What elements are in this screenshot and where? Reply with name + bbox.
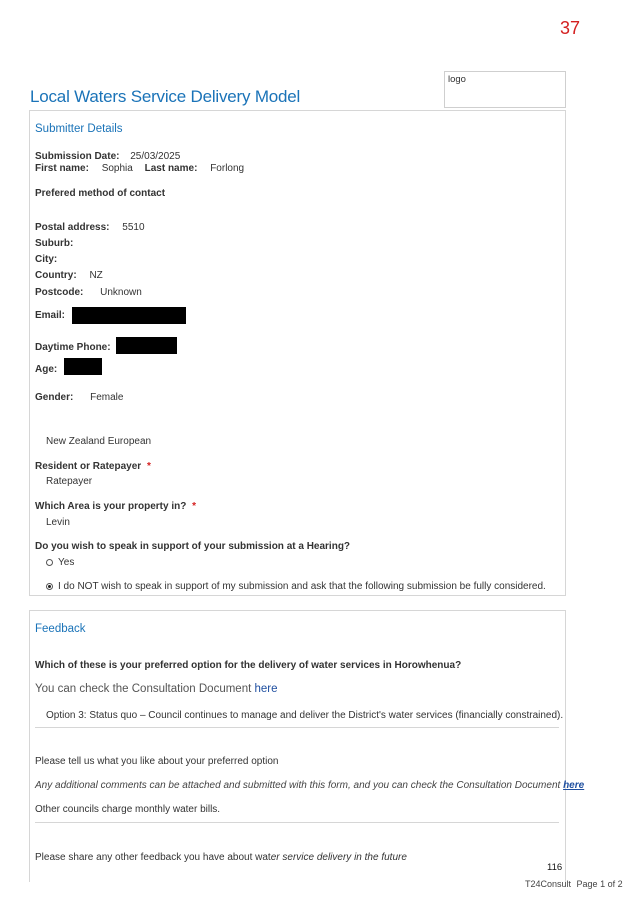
submission-date-row (35, 151, 180, 162)
other-feedback-text-a: Please share any other feedback you have about wat (35, 852, 271, 863)
radio-selected-icon[interactable] (46, 583, 53, 590)
feedback-panel (29, 610, 566, 882)
like-answer: Other councils charge monthly water bills. (35, 804, 221, 815)
footer-page: Page 1 of 2 (576, 879, 623, 889)
postal-row (35, 222, 145, 233)
hearing-question: Do you wish to speak in support of your submission at a Hearing? (35, 541, 351, 552)
hearing-yes-option[interactable] (46, 557, 74, 568)
submitter-section-title: Submitter Details (35, 123, 123, 135)
area-label: Which Area is your property in? (35, 501, 187, 512)
resident-label: Resident or Ratepayer (35, 461, 142, 472)
page-number: 37 (560, 18, 581, 38)
document-number: 116 (547, 862, 563, 873)
country-label: Country: (35, 270, 77, 281)
contact-method-label: Prefered method of contact (35, 188, 166, 199)
phone-redaction (116, 337, 177, 354)
other-feedback-text-b: er service delivery in the future (270, 852, 407, 863)
gender-value: Female (90, 392, 124, 403)
feedback-section-title: Feedback (35, 623, 86, 635)
logo-placeholder: logo (444, 71, 566, 108)
country-row (35, 270, 103, 281)
submission-date-value: 25/03/2025 (130, 151, 181, 162)
submitter-details-panel (29, 110, 566, 596)
first-name-value: Sophia (101, 163, 133, 174)
page-title: Local Waters Service Delivery Model (30, 87, 301, 106)
hearing-no-option[interactable] (46, 581, 546, 592)
required-mark: * (146, 461, 151, 472)
hearing-yes-label: Yes (58, 557, 75, 568)
preferred-option-answer: Option 3: Status quo – Council continues to manage and deliver the District's water services (financially constrained). (46, 710, 564, 721)
resident-value: Ratepayer (46, 476, 93, 487)
additional-consultation-link[interactable]: here (563, 780, 585, 791)
preferred-option-question: Which of these is your preferred option for the delivery of water services in Horowhenua? (35, 660, 462, 671)
required-mark: * (192, 501, 197, 512)
last-name-value: Forlong (210, 163, 245, 174)
gender-row (35, 392, 123, 403)
additional-comments-line (35, 780, 584, 791)
first-name-label: First name: (35, 163, 89, 174)
phone-label: Daytime Phone: (35, 342, 111, 353)
footer-source: T24Consult (525, 879, 572, 889)
radio-unselected-icon[interactable] (46, 559, 53, 566)
area-question (35, 501, 196, 512)
email-redaction (72, 307, 186, 324)
consultation-text: You can check the Consultation Document (35, 683, 255, 695)
postal-label: Postal address: (35, 222, 110, 233)
page-footer (525, 879, 623, 889)
like-question: Please tell us what you like about your preferred option (35, 756, 279, 767)
country-value: NZ (89, 270, 103, 281)
age-redaction (64, 358, 102, 375)
hearing-no-label: I do NOT wish to speak in support of my submission and ask that the following submission be fully considered. (58, 581, 546, 592)
other-feedback-question (35, 852, 407, 863)
suburb-label: Suburb: (35, 238, 74, 249)
postal-value: 5510 (122, 222, 145, 233)
city-label: City: (35, 254, 58, 265)
postcode-row (35, 287, 142, 298)
postcode-value: Unknown (100, 287, 142, 298)
divider (35, 727, 559, 728)
additional-comments-text: Any additional comments can be attached and submitted with this form, and you can check the Consultation Document (35, 780, 564, 791)
consultation-line (35, 683, 278, 695)
gender-label: Gender: (35, 392, 74, 403)
name-row (35, 163, 244, 174)
area-value: Levin (46, 517, 70, 528)
age-label: Age: (35, 364, 58, 375)
resident-question (35, 461, 151, 472)
ethnicity-value: New Zealand European (46, 436, 152, 447)
email-label: Email: (35, 310, 66, 321)
divider (35, 822, 559, 823)
consultation-link[interactable]: here (254, 683, 278, 695)
last-name-label: Last name: (144, 163, 198, 174)
submission-date-label: Submission Date: (35, 151, 120, 162)
postcode-label: Postcode: (35, 287, 84, 298)
